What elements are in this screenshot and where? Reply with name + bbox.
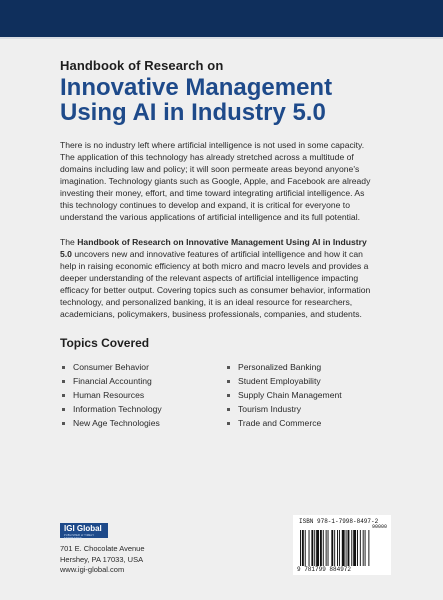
bullet-icon xyxy=(227,366,230,369)
topic-label: Trade and Commerce xyxy=(238,418,322,428)
barcode-bars xyxy=(299,530,385,566)
barcode-bar xyxy=(365,530,366,566)
barcode-bar xyxy=(328,530,329,566)
address-line-1: 701 E. Chocolate Avenue xyxy=(60,544,145,553)
bullet-icon xyxy=(227,408,230,411)
barcode-bar xyxy=(368,530,369,566)
bullet-icon xyxy=(62,408,65,411)
topic-item xyxy=(225,416,375,430)
barcode-bar xyxy=(305,530,306,566)
book-subtitle: Handbook of Research on xyxy=(60,58,224,73)
topic-item xyxy=(225,388,375,402)
publisher-logo xyxy=(60,523,108,538)
bullet-icon xyxy=(62,380,65,383)
topic-label: Human Resources xyxy=(73,390,145,400)
publisher-logo-text: IGI Global xyxy=(64,524,102,533)
topic-label: Student Employability xyxy=(238,376,321,386)
back-cover-content xyxy=(60,58,380,430)
publisher-logo-tagline: PUBLISHER of TIMELY KNOWLEDGE xyxy=(64,534,95,540)
isbn-barcode xyxy=(293,515,391,575)
topic-item xyxy=(60,374,225,388)
barcode-bar xyxy=(334,530,335,566)
bullet-icon xyxy=(62,394,65,397)
barcode-bar xyxy=(323,530,324,566)
topic-label: Tourism Industry xyxy=(238,404,302,414)
topics-column-left xyxy=(60,360,225,430)
barcode-bar xyxy=(357,530,358,566)
barcode-bar xyxy=(302,530,304,566)
bullet-icon xyxy=(62,366,65,369)
description-paragraph-1: There is no industry left where artificial intelligence is not used in some capacity. The application of this technology has already stretched across a multitude of domains including law and policy; it will soon permeate areas beyond anyone's imagination. Technology giants such as Google, Apple, and Facebook are already investing their money, effort, and time toward integrating artificial intelligence. As this technology continues to develop and expand, it is critical for everyone to understand the various applications of artificial intelligence and its full potential. xyxy=(60,140,371,222)
book-title-line-2: Using AI in Industry 5.0 xyxy=(60,99,326,126)
barcode-bar xyxy=(300,530,301,566)
publisher-address xyxy=(60,544,145,576)
topics-list xyxy=(60,360,380,430)
barcode-bar xyxy=(337,530,338,566)
barcode-bar xyxy=(363,530,364,566)
barcode-bar xyxy=(339,530,340,566)
barcode-bar xyxy=(360,530,361,566)
barcode-number: 9 781799 884972 xyxy=(297,566,352,573)
barcode-bar xyxy=(346,530,347,566)
barcode-bar xyxy=(326,530,327,566)
topic-label: Information Technology xyxy=(73,404,162,414)
barcode-bar xyxy=(342,530,345,566)
barcode-bar xyxy=(331,530,333,566)
topic-label: New Age Technologies xyxy=(73,418,160,428)
top-band-divider xyxy=(0,37,443,39)
paragraph-2-book-title: Handbook of Research on Innovative Management Using AI in Industry 5.0 xyxy=(60,237,367,259)
topic-label: Consumer Behavior xyxy=(73,362,149,372)
isbn-label: ISBN 978-1-7998-8497-2 xyxy=(299,518,379,525)
paragraph-2-body: uncovers new and innovative features of artificial intelligence and how it can help in raising economic efficiency at both micro and macro levels and provides a deeper understanding of the relevant aspects of artificial intelligence impacting efficacy for better output. Covering topics such as consumer behavior, information technology, and personalized banking, it is an ideal resource for researchers, academicians, policymakers, business professionals, companies, and students. xyxy=(60,249,371,319)
top-color-band xyxy=(0,0,443,37)
barcode-bar xyxy=(353,530,356,566)
topic-label: Supply Chain Management xyxy=(238,390,342,400)
bullet-icon xyxy=(227,380,230,383)
barcode-bar xyxy=(311,530,313,566)
barcode-bar xyxy=(309,530,310,566)
topic-label: Financial Accounting xyxy=(73,376,152,386)
book-title xyxy=(60,75,380,125)
topic-item xyxy=(60,402,225,416)
topic-item xyxy=(60,360,225,374)
barcode-bar xyxy=(314,530,315,566)
address-line-2: Hershey, PA 17033, USA xyxy=(60,554,144,564)
paragraph-2-prefix: The xyxy=(60,237,78,247)
topic-item xyxy=(225,402,375,416)
barcode-bar xyxy=(348,530,350,566)
barcode-bar xyxy=(316,530,319,566)
bullet-icon xyxy=(227,422,230,425)
topic-item xyxy=(60,388,225,402)
barcode-bar xyxy=(351,530,352,566)
book-title-line-1: Innovative Management xyxy=(60,74,333,101)
barcode-addon-number: 90000 xyxy=(371,524,387,530)
bullet-icon xyxy=(227,394,230,397)
barcode-bar xyxy=(320,530,322,566)
topic-item xyxy=(60,416,225,430)
bullet-icon xyxy=(62,422,65,425)
topics-column-right xyxy=(225,360,375,430)
topic-item xyxy=(225,374,375,388)
topics-heading: Topics Covered xyxy=(60,336,150,350)
description-paragraph-2 xyxy=(60,236,380,320)
topic-item xyxy=(225,360,375,374)
publisher-website: www.igi-global.com xyxy=(60,565,125,574)
topic-label: Personalized Banking xyxy=(238,362,322,372)
